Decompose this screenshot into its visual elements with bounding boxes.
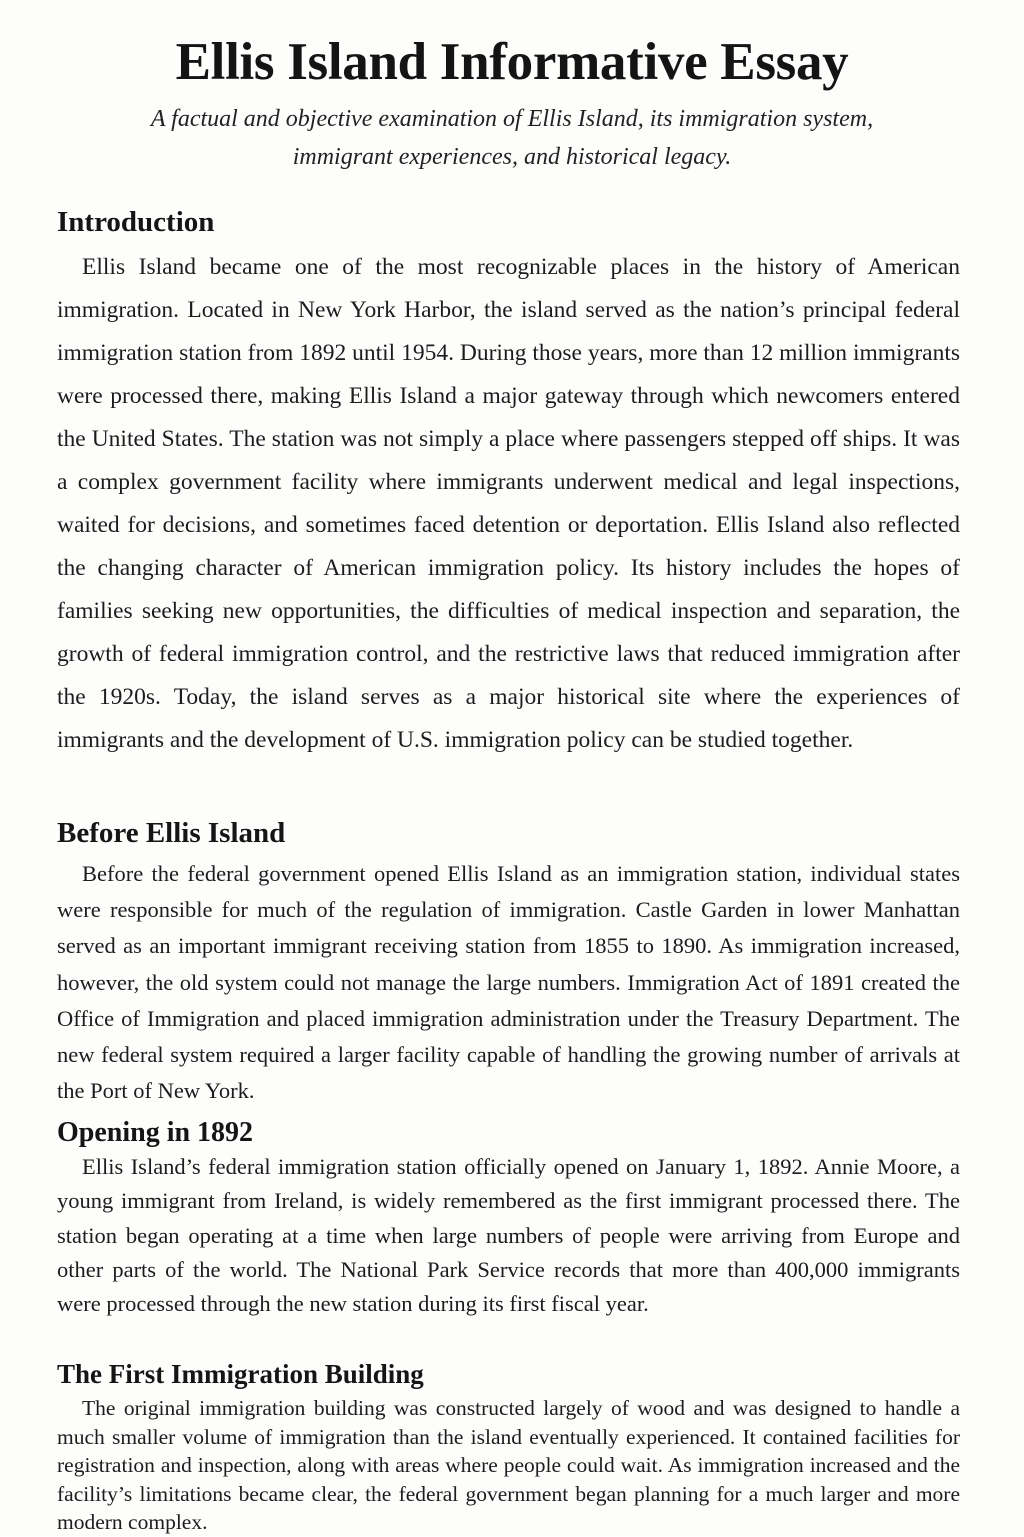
section-heading-opening-1892: Opening in 1892 [57, 1117, 254, 1148]
section-heading-first-immigration-building: The First Immigration Building [57, 1359, 424, 1389]
section-body-opening-1892: Ellis Island’s federal immigration station officially opened on January 1, 1892. Annie Moore, a young immigrant from Ireland, is widely remembered as the first immigrant processed there. The station began operating at a time when large numbers of people were arriving from Europe and other parts of the world. The National Park Service records that more than 400,000 immigrants were processed through the new station during its first fiscal year. [57, 1154, 960, 1317]
section-heading-before-ellis-island: Before Ellis Island [57, 817, 286, 849]
section-heading-introduction: Introduction [57, 206, 215, 238]
section-body-before-ellis-island: Before the federal government opened Ellis Island as an immigration station, individual states were responsible for much of the regulation of immigration. Castle Garden in lower Manhattan served as an important immigrant receiving station from 1855 to 1890. As immigration increased, however, the old system could not manage the large numbers. Immigration Act of 1891 created the Office of Immigration and placed immigration administration under the Treasury Department. The new federal system required a larger facility capable of handling the growing number of arrivals at the Port of New York. [57, 861, 960, 1104]
essay-subtitle: A factual and objective examination of Ellis Island, its immigration system, immigrant experiences, and historical legacy. [150, 106, 874, 170]
essay-title: Ellis Island Informative Essay [175, 33, 849, 91]
section-body-introduction: Ellis Island became one of the most recognizable places in the history of American immigration. Located in New York Harbor, the island served as the nation’s principal federal immigration station from 1892 until 1954. During those years, more than 12 million immigrants were processed there, making Ellis Island a major gateway through which newcomers entered the United States. The station was not simply a place where passengers stepped off ships. It was a complex government facility where immigrants underwent medical and legal inspections, waited for decisions, and sometimes faced detention or deportation. Ellis Island also reflected the changing character of American immigration policy. Its history includes the hopes of families seeking new opportunities, the difficulties of medical inspection and separation, the growth of federal immigration control, and the restrictive laws that reduced immigration after the 1920s. Today, the island serves as a major historical site where the experiences of immigrants and the development of U.S. immigration policy can be studied together. [57, 254, 960, 753]
section-body-first-immigration-building: The original immigration building was constructed largely of wood and was designed to handle a much smaller volume of immigration than the island eventually experienced. It contained facilities for registration and inspection, along with areas where people could wait. As immigration increased and the facility’s limitations became clear, the federal government began planning for a much larger and more modern complex. [57, 1396, 960, 1535]
